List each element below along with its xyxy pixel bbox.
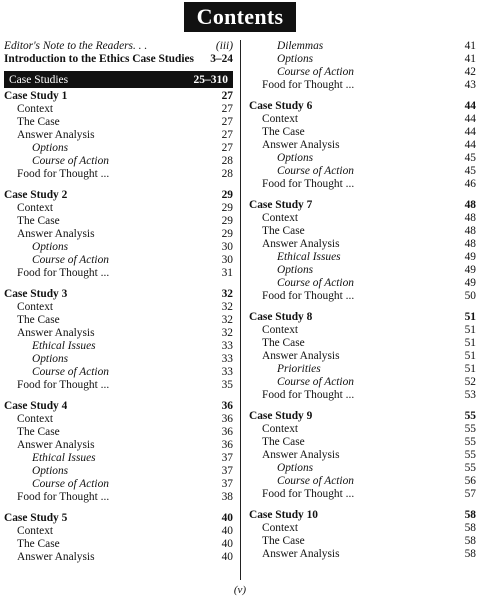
- toc-left-list: [4, 90, 233, 564]
- toc-entry[interactable]: [249, 436, 476, 449]
- toc-subentry[interactable]: [4, 155, 233, 168]
- toc-entry-label: Options: [277, 152, 314, 164]
- toc-entry[interactable]: [4, 439, 233, 452]
- section-label: Case Studies: [9, 73, 69, 86]
- toc-entry-page: 51: [464, 337, 476, 349]
- toc-entry-label: Case Study 2: [4, 189, 68, 201]
- toc-entry-label: The Case: [17, 314, 60, 326]
- page-number: (v): [233, 584, 247, 596]
- toc-entry[interactable]: [249, 488, 476, 501]
- toc-entry-label: The Case: [262, 225, 305, 237]
- toc-entry-label: Case Study 3: [4, 288, 68, 300]
- toc-entry[interactable]: [249, 79, 476, 92]
- toc-entry-label: Ethical Issues: [32, 340, 96, 352]
- toc-subentry[interactable]: [249, 363, 476, 376]
- toc-entry-page: 46: [464, 178, 476, 190]
- toc-entry-page: 32: [221, 327, 233, 339]
- toc-entry-page: 27: [221, 129, 233, 141]
- toc-entry-page: 48: [464, 225, 476, 237]
- toc-entry-label: Answer Analysis: [262, 548, 340, 560]
- toc-entry-label: Answer Analysis: [17, 228, 95, 240]
- toc-entry-page: 33: [221, 353, 233, 365]
- toc-entry-label: Food for Thought ...: [262, 488, 355, 500]
- toc-entry[interactable]: [249, 126, 476, 139]
- toc-left-column: [4, 40, 233, 564]
- toc-entry-page: 38: [221, 491, 233, 503]
- toc-entry[interactable]: [249, 337, 476, 350]
- toc-entry[interactable]: [4, 413, 233, 426]
- toc-entry-label: Editor's Note to the Readers. . .: [4, 40, 148, 52]
- toc-entry-page: 52: [464, 376, 476, 388]
- toc-entry-page: 55: [464, 436, 476, 448]
- toc-entry-label: Course of Action: [277, 277, 354, 289]
- toc-entry-label: Answer Analysis: [262, 238, 340, 250]
- toc-entry-label: Food for Thought ...: [17, 168, 110, 180]
- toc-entry-page: 36: [221, 426, 233, 438]
- toc-case-heading[interactable]: [249, 410, 476, 423]
- toc-entry-page: 44: [464, 139, 476, 151]
- toc-entry-page: 36: [221, 413, 233, 425]
- toc-entry[interactable]: [4, 116, 233, 129]
- toc-entry[interactable]: [4, 538, 233, 551]
- toc-entry-label: The Case: [262, 126, 305, 138]
- toc-entry-introduction[interactable]: [4, 53, 233, 66]
- toc-entry[interactable]: [4, 103, 233, 116]
- toc-entry-label: Course of Action: [277, 165, 354, 177]
- toc-entry[interactable]: [4, 491, 233, 504]
- toc-entry-page: 36: [221, 400, 233, 412]
- toc-entry[interactable]: [4, 379, 233, 392]
- toc-entry-page: 50: [464, 290, 476, 302]
- toc-entry[interactable]: [4, 202, 233, 215]
- toc-entry-page: 41: [464, 53, 476, 65]
- toc-entry-label: The Case: [262, 535, 305, 547]
- toc-entry-label: Case Study 8: [249, 311, 313, 323]
- page-title: Contents: [184, 2, 296, 32]
- toc-entry[interactable]: [249, 238, 476, 251]
- toc-entry-label: Ethical Issues: [32, 452, 96, 464]
- toc-subentry[interactable]: [249, 376, 476, 389]
- toc-entry-page: 44: [464, 100, 476, 112]
- toc-entry-label: Context: [17, 413, 54, 425]
- toc-entry-label: Case Study 7: [249, 199, 313, 211]
- toc-entry-page: 33: [221, 366, 233, 378]
- toc-entry-label: Options: [32, 142, 69, 154]
- toc-entry-label: Food for Thought ...: [17, 267, 110, 279]
- toc-entry-label: Case Study 9: [249, 410, 313, 422]
- toc-entry-editors-note[interactable]: [4, 40, 233, 53]
- toc-entry-page: 32: [221, 288, 233, 300]
- toc-entry-page: 45: [464, 152, 476, 164]
- toc-entry[interactable]: [4, 551, 233, 564]
- toc-case-heading[interactable]: [249, 100, 476, 113]
- toc-entry-label: Options: [32, 465, 69, 477]
- toc-entry-label: Case Study 1: [4, 90, 68, 102]
- toc-entry-page: 57: [464, 488, 476, 500]
- toc-subentry[interactable]: [4, 254, 233, 267]
- toc-entry-label: Food for Thought ...: [262, 290, 355, 302]
- toc-entry-page: 37: [221, 478, 233, 490]
- toc-entry[interactable]: [4, 267, 233, 280]
- toc-subentry[interactable]: [249, 152, 476, 165]
- toc-entry-label: Course of Action: [277, 376, 354, 388]
- toc-entry-page: 27: [221, 103, 233, 115]
- toc-entry-label: Case Study 10: [249, 509, 318, 521]
- toc-entry-label: Answer Analysis: [262, 350, 340, 362]
- toc-entry-page: 37: [221, 452, 233, 464]
- toc-entry-label: Options: [277, 53, 314, 65]
- toc-subentry[interactable]: [4, 452, 233, 465]
- toc-entry[interactable]: [4, 525, 233, 538]
- toc-entry-page: 32: [221, 301, 233, 313]
- toc-entry-label: Course of Action: [32, 366, 109, 378]
- toc-entry-label: Ethical Issues: [277, 251, 341, 263]
- toc-entry-label: Options: [277, 264, 314, 276]
- toc-entry-page: 27: [221, 90, 233, 102]
- toc-entry-label: Food for Thought ...: [262, 79, 355, 91]
- toc-entry-page: 27: [221, 116, 233, 128]
- toc-entry-label: Case Study 4: [4, 400, 68, 412]
- toc-entry[interactable]: [249, 522, 476, 535]
- toc-entry-page: 51: [464, 363, 476, 375]
- toc-subentry[interactable]: [4, 478, 233, 491]
- toc-entry-page: 28: [221, 155, 233, 167]
- toc-subentry[interactable]: [249, 66, 476, 79]
- toc-entry-page: 32: [221, 314, 233, 326]
- toc-entry-page: 58: [464, 509, 476, 521]
- toc-entry-label: Dilemmas: [277, 40, 324, 52]
- toc-entry-label: Case Study 5: [4, 512, 68, 524]
- toc-subentry[interactable]: [249, 277, 476, 290]
- toc-entry-page: 3–24: [210, 53, 233, 65]
- toc-entry-page: 29: [221, 215, 233, 227]
- toc-entry-page: 55: [464, 449, 476, 461]
- toc-subentry[interactable]: [249, 165, 476, 178]
- toc-entry-page: 56: [464, 475, 476, 487]
- toc-subentry[interactable]: [249, 40, 476, 53]
- toc-subentry[interactable]: [4, 142, 233, 155]
- toc-entry-page: 35: [221, 379, 233, 391]
- section-header-case-studies[interactable]: [4, 71, 233, 88]
- toc-entry-label: Context: [262, 522, 299, 534]
- toc-entry-page: 44: [464, 113, 476, 125]
- toc-entry-label: Context: [17, 202, 54, 214]
- toc-entry-page: 51: [464, 311, 476, 323]
- toc-entry-page: 29: [221, 189, 233, 201]
- toc-case-heading[interactable]: [249, 199, 476, 212]
- toc-entry-page: (iii): [215, 40, 233, 52]
- toc-entry-label: Course of Action: [277, 66, 354, 78]
- toc-entry-page: 44: [464, 126, 476, 138]
- toc-entry[interactable]: [249, 548, 476, 561]
- toc-subentry[interactable]: [4, 353, 233, 366]
- toc-entry-label: Options: [32, 353, 69, 365]
- toc-entry-page: 30: [221, 241, 233, 253]
- toc-entry-page: 36: [221, 439, 233, 451]
- toc-entry-page: 58: [464, 535, 476, 547]
- toc-entry-page: 58: [464, 548, 476, 560]
- toc-entry[interactable]: [4, 301, 233, 314]
- toc-entry[interactable]: [249, 389, 476, 402]
- toc-entry-page: 40: [221, 538, 233, 550]
- toc-case-heading[interactable]: [4, 288, 233, 301]
- toc-entry-page: 55: [464, 423, 476, 435]
- toc-entry-label: Food for Thought ...: [262, 178, 355, 190]
- toc-entry-label: Answer Analysis: [17, 551, 95, 563]
- toc-entry-label: Context: [262, 324, 299, 336]
- toc-entry-label: The Case: [17, 116, 60, 128]
- toc-entry[interactable]: [249, 423, 476, 436]
- toc-entry[interactable]: [249, 113, 476, 126]
- toc-entry-label: The Case: [17, 538, 60, 550]
- toc-entry[interactable]: [249, 449, 476, 462]
- toc-entry-page: 51: [464, 350, 476, 362]
- toc-case-heading[interactable]: [4, 189, 233, 202]
- toc-entry[interactable]: [249, 350, 476, 363]
- toc-entry-page: 33: [221, 340, 233, 352]
- toc-entry-page: 48: [464, 212, 476, 224]
- toc-entry-page: 53: [464, 389, 476, 401]
- toc-right-list: [249, 40, 476, 561]
- toc-entry-page: 37: [221, 465, 233, 477]
- toc-entry-label: Food for Thought ...: [262, 389, 355, 401]
- toc-entry-page: 29: [221, 202, 233, 214]
- toc-entry-label: The Case: [17, 426, 60, 438]
- toc-entry-label: Food for Thought ...: [17, 379, 110, 391]
- toc-entry-label: The Case: [262, 337, 305, 349]
- toc-entry[interactable]: [4, 129, 233, 142]
- toc-entry-label: The Case: [17, 215, 60, 227]
- toc-entry-label: The Case: [262, 436, 305, 448]
- toc-entry[interactable]: [249, 139, 476, 152]
- toc-entry[interactable]: [249, 178, 476, 191]
- toc-entry-label: Course of Action: [32, 155, 109, 167]
- toc-entry-page: 27: [221, 142, 233, 154]
- toc-entry-label: Options: [32, 241, 69, 253]
- toc-entry[interactable]: [4, 168, 233, 181]
- toc-entry[interactable]: [4, 215, 233, 228]
- toc-entry-page: 40: [221, 512, 233, 524]
- toc-entry-page: 45: [464, 165, 476, 177]
- toc-case-heading[interactable]: [249, 509, 476, 522]
- toc-entry-page: 42: [464, 66, 476, 78]
- toc-entry-page: 55: [464, 462, 476, 474]
- toc-entry-label: Course of Action: [32, 254, 109, 266]
- toc-subentry[interactable]: [249, 462, 476, 475]
- toc-entry[interactable]: [4, 426, 233, 439]
- toc-entry-label: Food for Thought ...: [17, 491, 110, 503]
- toc-entry-page: 58: [464, 522, 476, 534]
- toc-case-heading[interactable]: [4, 90, 233, 103]
- toc-entry-page: 51: [464, 324, 476, 336]
- toc-entry-label: Context: [262, 113, 299, 125]
- toc-entry-label: Course of Action: [277, 475, 354, 487]
- toc-right-column: [249, 40, 476, 561]
- toc-entry-label: Answer Analysis: [17, 439, 95, 451]
- toc-subentry[interactable]: [249, 251, 476, 264]
- toc-entry-page: 49: [464, 264, 476, 276]
- toc-entry-page: 49: [464, 251, 476, 263]
- toc-entry-page: 40: [221, 551, 233, 563]
- toc-entry-page: 55: [464, 410, 476, 422]
- toc-entry-page: 29: [221, 228, 233, 240]
- toc-entry-label: Priorities: [277, 363, 321, 375]
- toc-entry[interactable]: [4, 327, 233, 340]
- toc-subentry[interactable]: [249, 53, 476, 66]
- toc-entry-page: 31: [221, 267, 233, 279]
- toc-entry-page: 28: [221, 168, 233, 180]
- toc-entry-page: 48: [464, 238, 476, 250]
- toc-entry[interactable]: [249, 225, 476, 238]
- toc-entry[interactable]: [4, 228, 233, 241]
- toc-entry-label: Context: [262, 423, 299, 435]
- toc-subentry[interactable]: [4, 340, 233, 353]
- column-divider: [240, 40, 241, 580]
- toc-entry-page: 40: [221, 525, 233, 537]
- toc-entry-page: 41: [464, 40, 476, 52]
- toc-entry-label: Introduction to the Ethics Case Studies: [4, 53, 194, 65]
- toc-entry-page: 43: [464, 79, 476, 91]
- toc-subentry[interactable]: [249, 475, 476, 488]
- toc-entry-label: Options: [277, 462, 314, 474]
- toc-entry[interactable]: [249, 324, 476, 337]
- toc-entry[interactable]: [249, 290, 476, 303]
- toc-entry[interactable]: [4, 314, 233, 327]
- toc-entry-page: 49: [464, 277, 476, 289]
- section-pages: 25–310: [193, 73, 228, 86]
- toc-entry-label: Context: [17, 301, 54, 313]
- toc-entry-label: Answer Analysis: [262, 139, 340, 151]
- toc-subentry[interactable]: [4, 465, 233, 478]
- toc-subentry[interactable]: [249, 264, 476, 277]
- toc-entry-page: 30: [221, 254, 233, 266]
- toc-entry-label: Context: [17, 525, 54, 537]
- toc-subentry[interactable]: [4, 241, 233, 254]
- toc-entry-label: Course of Action: [32, 478, 109, 490]
- toc-case-heading[interactable]: [4, 512, 233, 525]
- toc-entry-label: Case Study 6: [249, 100, 313, 112]
- toc-entry-label: Context: [262, 212, 299, 224]
- toc-entry-label: Answer Analysis: [17, 327, 95, 339]
- toc-entry[interactable]: [249, 212, 476, 225]
- toc-case-heading[interactable]: [249, 311, 476, 324]
- toc-entry-label: Context: [17, 103, 54, 115]
- toc-entry[interactable]: [249, 535, 476, 548]
- toc-entry-label: Answer Analysis: [17, 129, 95, 141]
- toc-case-heading[interactable]: [4, 400, 233, 413]
- toc-entry-label: Answer Analysis: [262, 449, 340, 461]
- toc-subentry[interactable]: [4, 366, 233, 379]
- toc-entry-page: 48: [464, 199, 476, 211]
